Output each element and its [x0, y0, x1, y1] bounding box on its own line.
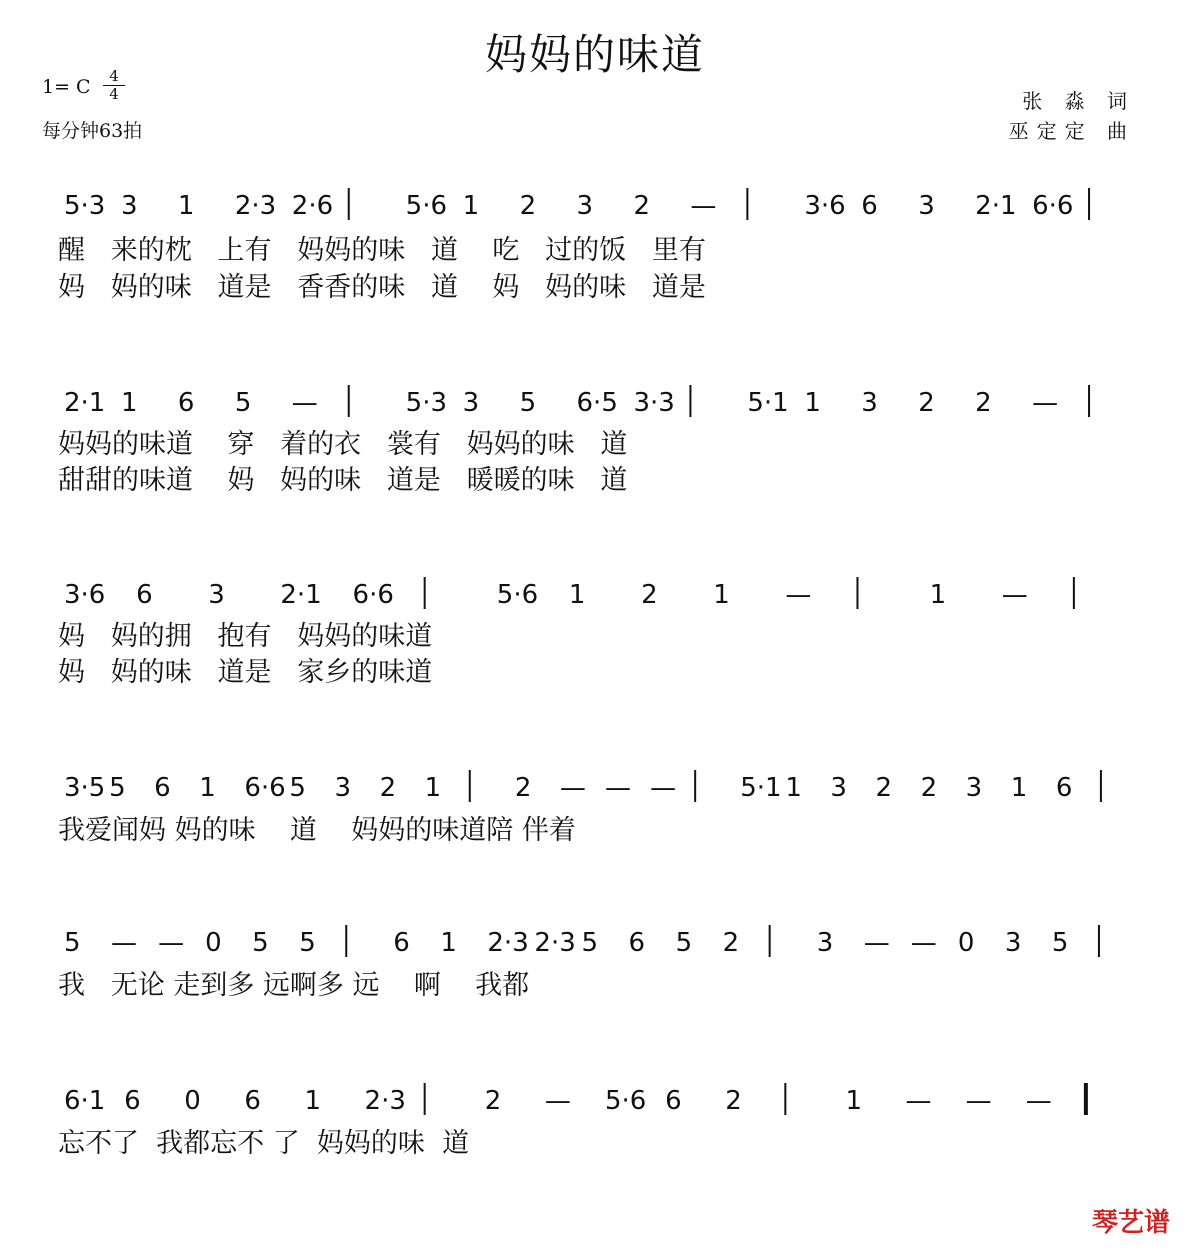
dash-note: —	[650, 773, 677, 803]
lyric-line: 妈 妈的味 道是 家乡的味道	[58, 657, 433, 688]
note: 2	[484, 1086, 502, 1116]
dash-note: —	[559, 773, 586, 803]
note: 5·6	[496, 580, 539, 610]
note: 5	[109, 773, 126, 803]
note: 6·6	[244, 773, 286, 803]
note: 2	[920, 773, 938, 803]
dash-note: —	[111, 928, 138, 958]
note: 5·1	[740, 773, 782, 803]
note: 5	[581, 928, 599, 958]
note: 2·3	[364, 1086, 406, 1116]
key-signature: 1= C	[42, 76, 91, 98]
dash-note: —	[910, 928, 937, 958]
lyric-line: 忘不了 我都忘不 了 妈妈的味 道	[58, 1128, 470, 1159]
note: 1	[120, 388, 138, 418]
note: 2·3	[234, 191, 277, 221]
lyric-line: 妈 妈的味 道是 香香的味 道 妈 妈的味 道是	[58, 272, 706, 303]
note: 2	[875, 773, 893, 803]
note: 5	[299, 928, 316, 958]
dash-note: —	[291, 388, 318, 418]
note: 5	[252, 928, 269, 958]
note: 6·5	[576, 388, 618, 418]
note: 5·1	[747, 388, 789, 418]
lyric-line: 我爱闻妈 妈的味 道 妈妈的味道陪 伴着	[58, 815, 576, 846]
note: 6	[628, 928, 646, 958]
note: 2	[641, 580, 658, 610]
dash-note: —	[1032, 388, 1059, 418]
lyric-line: 妈妈的味道 穿 着的衣 裳有 妈妈的味 道	[58, 429, 628, 460]
note: 6	[861, 191, 878, 221]
note: 2	[519, 191, 537, 221]
note: 5·3	[405, 388, 448, 418]
note: 1	[304, 1086, 321, 1116]
note: 3·6	[804, 191, 846, 221]
time-signature-top: 4	[109, 67, 119, 85]
note: 2·3	[487, 928, 529, 958]
note: 6	[393, 928, 410, 958]
dash-note: —	[863, 928, 890, 958]
note: 1	[929, 580, 947, 610]
note: 1	[1010, 773, 1028, 803]
composer: 巫定定 曲	[1008, 119, 1135, 143]
note: 1	[199, 773, 216, 803]
note: 0	[957, 928, 975, 958]
dash-note: —	[544, 1086, 571, 1116]
time-signature-bottom: 4	[103, 85, 125, 103]
note: 2·1	[64, 388, 106, 418]
note: 5·6	[605, 1086, 647, 1116]
note: 1	[462, 191, 480, 221]
note: 6	[124, 1086, 141, 1116]
note: 3·6	[64, 580, 106, 610]
note: 5	[289, 773, 306, 803]
note: 2·1	[280, 580, 322, 610]
note: 3	[334, 773, 352, 803]
note: 1	[440, 928, 457, 958]
dash-note: —	[1001, 580, 1028, 610]
note: 6·6	[352, 580, 394, 610]
note: 3	[576, 191, 594, 221]
note: 2	[975, 388, 992, 418]
dash-note: —	[605, 773, 631, 803]
note: 5·6	[405, 191, 448, 221]
note: 5	[64, 928, 81, 958]
note: 2	[633, 191, 651, 221]
note: 5	[234, 388, 252, 418]
note: 6	[244, 1086, 261, 1116]
dash-note: —	[965, 1086, 992, 1116]
note: 3	[1004, 928, 1022, 958]
note: 1	[713, 580, 730, 610]
note: 6	[1055, 773, 1073, 803]
note: 2·6	[291, 191, 334, 221]
note: 2	[379, 773, 397, 803]
note: 2·3	[534, 928, 576, 958]
dash-note: —	[905, 1086, 932, 1116]
note: 1	[785, 773, 802, 803]
note: 0	[205, 928, 222, 958]
note: 3	[861, 388, 878, 418]
note: 3	[462, 388, 480, 418]
dash-note: —	[785, 580, 812, 610]
note: 3·5	[64, 773, 106, 803]
note: 6·1	[64, 1086, 106, 1116]
note: 6	[665, 1086, 682, 1116]
note: 5·3	[64, 191, 106, 221]
note: 6	[136, 580, 153, 610]
note: 3	[918, 191, 935, 221]
note: 2	[918, 388, 935, 418]
note: 2	[725, 1086, 742, 1116]
note: 6	[154, 773, 171, 803]
note: 5	[1051, 928, 1069, 958]
dash-note: —	[158, 928, 185, 958]
note: 3	[816, 928, 834, 958]
note: 2	[722, 928, 740, 958]
note: 0	[184, 1086, 201, 1116]
note: 1	[424, 773, 442, 803]
note: 2	[514, 773, 532, 803]
note: 3	[120, 191, 138, 221]
song-title: 妈妈的味道	[484, 30, 705, 79]
note: 2·1	[975, 191, 1017, 221]
note: 5	[519, 388, 537, 418]
lyric-line: 甜甜的味道 妈 妈的味 道是 暖暖的味 道	[58, 465, 628, 496]
note: 6	[177, 388, 195, 418]
note: 1	[177, 191, 195, 221]
tempo-marking: 每分钟63拍	[42, 120, 143, 142]
lyric-line: 妈 妈的拥 抱有 妈妈的味道	[58, 621, 433, 652]
note: 3	[830, 773, 847, 803]
lyric-line: 我 无论 走到多 远啊多 远 啊 我都	[58, 970, 530, 1001]
note: 1	[804, 388, 821, 418]
note: 5	[675, 928, 693, 958]
note: 6·6	[1032, 191, 1074, 221]
dash-note: —	[690, 191, 717, 221]
dash-note: —	[1025, 1086, 1052, 1116]
lyric-line: 醒 来的枕 上有 妈妈的味 道 吃 过的饭 里有	[58, 235, 706, 266]
note: 3·3	[633, 388, 675, 418]
note: 3	[965, 773, 983, 803]
note: 1	[845, 1086, 862, 1116]
site-logo: 琴艺谱	[1091, 1208, 1170, 1238]
note: 1	[568, 580, 586, 610]
lyricist: 张 淼 词	[1022, 89, 1135, 113]
note: 3	[208, 580, 225, 610]
